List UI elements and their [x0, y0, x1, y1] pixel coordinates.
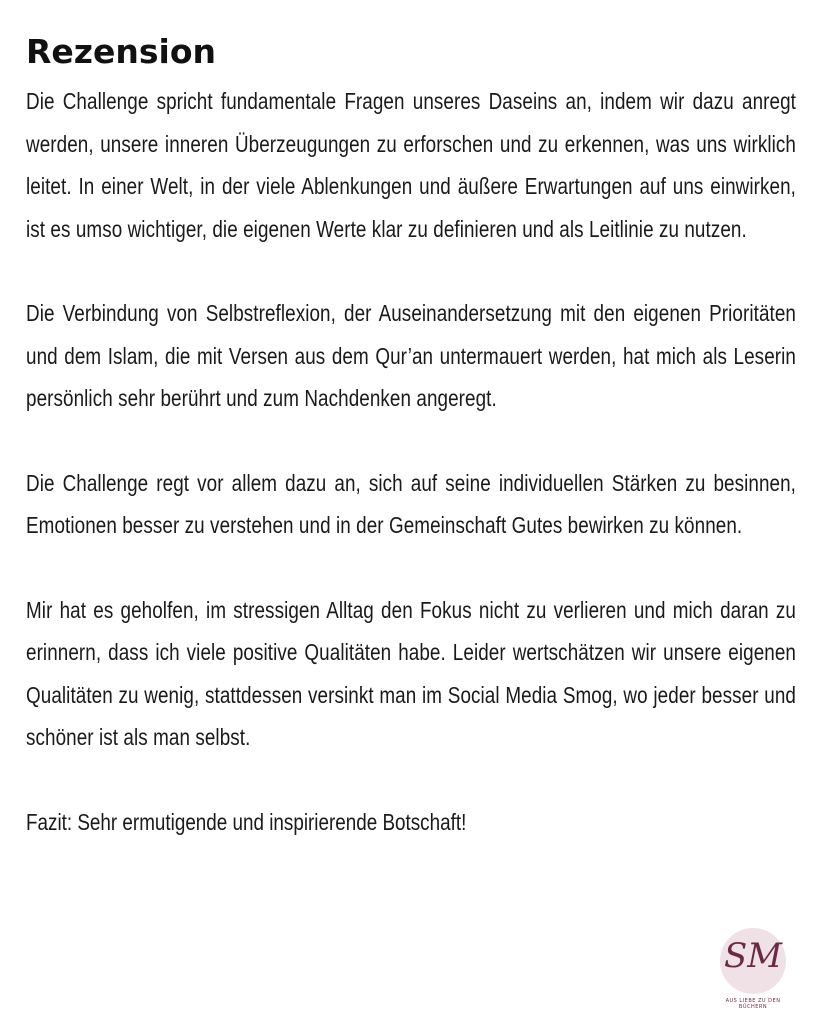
brand-logo: [720, 928, 786, 1010]
logo-monogram: SM: [723, 936, 783, 976]
page-title: Rezension: [26, 32, 216, 71]
paragraph-3: Die Challenge regt vor allem dazu an, sich auf seine individuellen Stärken zu besinnen, Emotionen besser zu verstehen und in der Gemeinschaft Gutes bewirken zu können.: [26, 469, 796, 538]
logo-tagline: AUS LIEBE ZU DEN BÜCHERN: [725, 998, 781, 1010]
paragraph-2: Die Verbindung von Selbstreflexion, der Auseinandersetzung mit den eigenen Prioritäten und dem Islam, die mit Versen aus dem Qur’an untermauert werden, hat mich als Leserin persönlich sehr berührt und zum Nachdenken angeregt.: [26, 300, 796, 411]
paragraph-1: Die Challenge spricht fundamentale Fragen unseres Daseins an, indem wir dazu anregt werden, unsere inneren Überzeugungen zu erforschen und zu erkennen, was uns wirklich leitet. In einer Welt, in der viele Ablenkungen und äußere Erwartungen auf uns einwirken, ist es umso wichtiger, die eigenen Werte klar zu definieren und als Leitlinie zu nutzen.: [26, 88, 796, 242]
review-document: [26, 30, 796, 843]
conclusion: Fazit: Sehr ermutigende und inspirierende Botschaft!: [26, 808, 467, 835]
paragraph-4: Mir hat es geholfen, im stressigen Alltag den Fokus nicht zu verlieren und mich daran zu erinnern, dass ich viele positive Qualitäten habe. Leider wertschätzen wir unsere eigenen Qualitäten zu wenig, stattdessen versinkt man im Social Media Smog, wo jeder besser und schöner ist als man selbst.: [26, 596, 796, 750]
